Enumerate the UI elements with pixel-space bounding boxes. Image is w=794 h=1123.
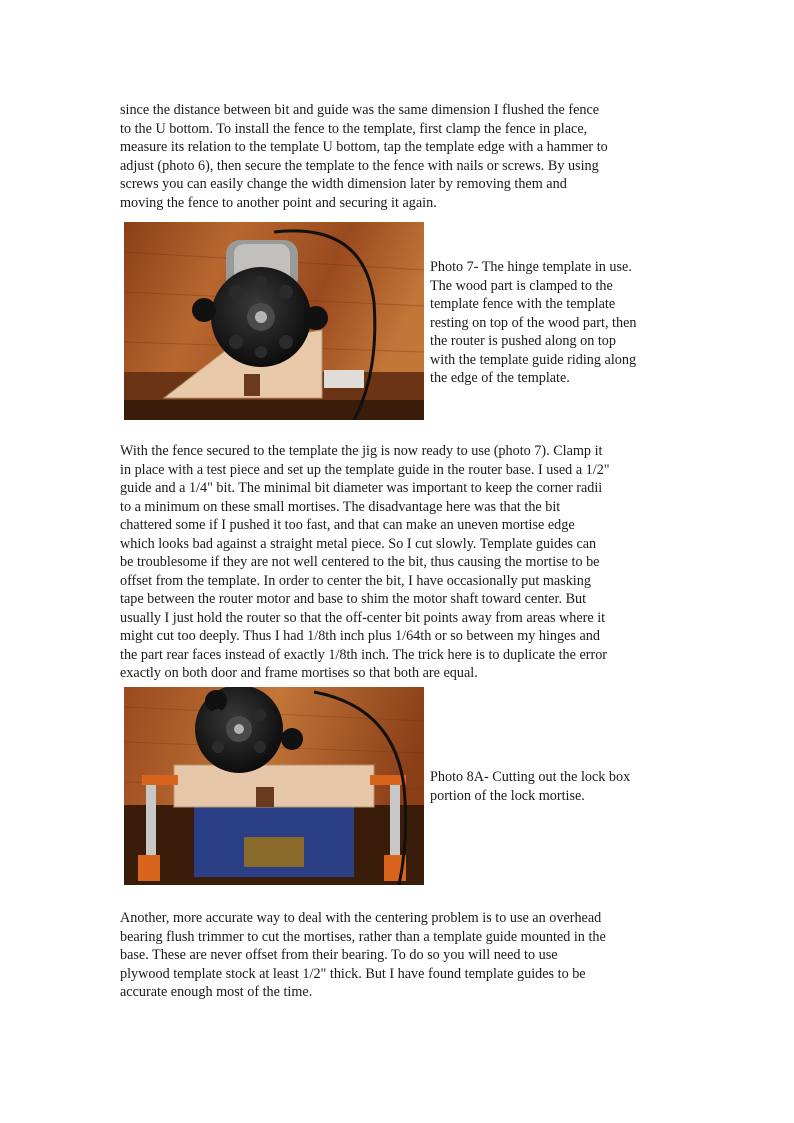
text-line: which looks bad against a straight metal piece. So I cut slowly. Template guides can	[120, 535, 597, 552]
text-line: to the U bottom. To install the fence to the template, first clamp the fence in place,	[120, 120, 588, 137]
text-line: tape between the router motor and base to shim the motor shaft toward center. But	[120, 591, 587, 607]
text-line: bearing flush trimmer to cut the mortises, rather than a template guide mounted in the	[120, 928, 606, 945]
text-line: screws you can easily change the width dimension later by removing them and	[120, 176, 567, 192]
caption-line: resting on top of the wood part, then	[430, 314, 637, 331]
text-line: be troublesome if they are not well centered to the bit, thus causing the mortise to be	[120, 554, 600, 570]
text-line: exactly on both door and frame mortises so that both are equal.	[120, 665, 478, 681]
text-line: adjust (photo 6), then secure the template to the fence with nails or screws. By using	[120, 157, 599, 174]
photo-7-caption	[430, 258, 690, 388]
text-line: chattered some if I pushed it too fast, and that can make an uneven mortise edge	[120, 517, 575, 533]
caption-line: The wood part is clamped to the	[430, 277, 613, 294]
router-cutting-lock-mortise-icon	[124, 687, 424, 885]
photo-8a-image	[124, 687, 424, 885]
paragraph-fence-install	[120, 101, 680, 212]
caption-line: with the template guide riding along	[430, 351, 637, 368]
caption-line: the edge of the template.	[430, 370, 570, 386]
caption-line: template fence with the template	[430, 296, 616, 312]
caption-line: Photo 7- The hinge template in use.	[430, 259, 632, 275]
caption-line: portion of the lock mortise.	[430, 787, 585, 804]
text-line: the part rear faces instead of exactly 1/8th inch. The trick here is to duplicate the error	[120, 646, 608, 663]
paragraph-centering-alternative	[120, 909, 680, 1002]
photo-7-image	[124, 222, 424, 420]
text-line: might cut too deeply. Thus I had 1/8th inch plus 1/64th or so between my hinges and	[120, 628, 600, 644]
text-line: offset from the template. In order to center the bit, I have occasionally put masking	[120, 572, 591, 589]
text-line: measure its relation to the template U bottom, tap the template edge with a hammer to	[120, 139, 608, 155]
text-line: since the distance between bit and guide was the same dimension I flushed the fence	[120, 102, 600, 118]
caption-line: Photo 8A- Cutting out the lock box	[430, 769, 631, 785]
text-line: moving the fence to another point and securing it again.	[120, 194, 437, 211]
photo-8a-caption	[430, 768, 690, 805]
text-line: With the fence secured to the template the jig is now ready to use (photo 7). Clamp it	[120, 443, 603, 459]
text-line: usually I just hold the router so that the off-center bit points away from areas where it	[120, 609, 606, 626]
paragraph-using-jig	[120, 442, 680, 683]
caption-line: the router is pushed along on top	[430, 333, 616, 349]
text-line: base. These are never offset from their bearing. To do so you will need to use	[120, 947, 558, 963]
text-line: plywood template stock at least 1/2" thick. But I have found template guides to be	[120, 965, 586, 982]
text-line: Another, more accurate way to deal with the centering problem is to use an overhead	[120, 910, 602, 926]
text-line: accurate enough most of the time.	[120, 984, 313, 1000]
text-line: in place with a test piece and set up the template guide in the router base. I used a 1/2"	[120, 461, 610, 478]
router-on-template-photo-icon	[124, 222, 424, 420]
text-line: to a minimum on these small mortises. The disadvantage here was that the bit	[120, 498, 561, 515]
text-line: guide and a 1/4" bit. The minimal bit diameter was important to keep the corner radii	[120, 480, 603, 496]
